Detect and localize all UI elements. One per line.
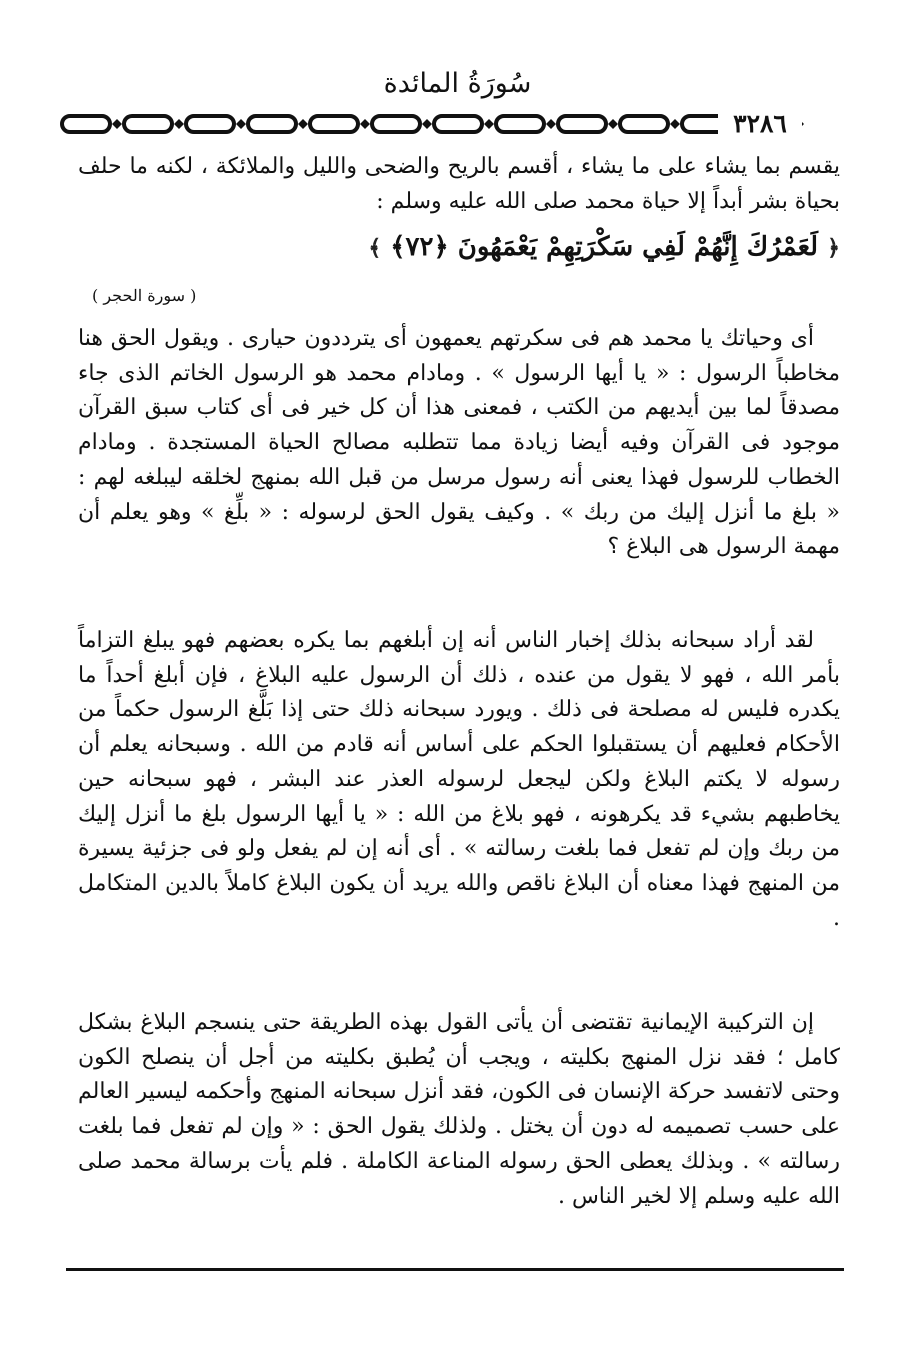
footer-rule (66, 1268, 844, 1271)
surah-title: سُورَةُ المائدة (383, 68, 532, 99)
chain-diamond (236, 119, 246, 129)
chain-link (124, 116, 172, 132)
paragraph-1: أى وحياتك يا محمد هم فى سكرتهم يعمهون أى يترددون حيارى . ويقول الحق هنا مخاطباً الرسول : « يا أيها الرسول » . ومادام محمد هو الرسول الخاتم الذى جاء مصدقاً لما بين أيديهم من الكتب ، فمعنى هذا أن كل خير فى أى كتاب سبق القرآن موجود فى القرآن وفيه أيضا زيادة مما تتطلبه مصالح الحياة المستجدة . ومادام الخطاب للرسول فهذا يعنى أنه رسول مرسل من قبل الله بمنهج لخلقه ليبلغه لهم : « بلغ ما أنزل إليك من ربك » . وكيف يقول الحق لرسوله : « بلِّغ » وهو يعلم أن مهمة الرسول هى البلاغ ؟ (78, 326, 841, 560)
chain-link (310, 116, 358, 132)
chain-diamond (174, 119, 184, 129)
chain-link (620, 116, 668, 132)
page-number: ٣٢٨٦ (718, 108, 802, 140)
paragraph-3: إن التركيبة الإيمانية تقتضى أن يأتى القول بهذه الطريقة حتى ينسجم البلاغ بشكل كامل ؛ فقد نزل المنهج بكليته ، ويجب أن يُطبق بكليته من أجل أن ينصلح الكون وحتى لاتفسد حركة الإنسان فى الكون، فقد أنزل سبحانه المنهج وأحكمه ليسير العالم على حسب تصميمه له دون أن يختل . ولذلك يقول الحق : « وإن لم تفعل فما بلغت رسالته » . وبذلك يعطى الحق رسوله المناعة الكاملة . فلم يأت برسالة محمد صلى الله عليه وسلم إلا لخير الناس . (78, 1010, 840, 1209)
chain-link (62, 116, 110, 132)
chain-diamond (484, 119, 494, 129)
paragraph-3-block (78, 1006, 840, 1214)
chain-link (558, 116, 606, 132)
chain-diamond (608, 119, 618, 129)
paragraph-1-block (78, 322, 840, 565)
intro-block (78, 150, 840, 219)
verse-reference: ( سورة الحجر ) (92, 286, 197, 305)
chain-link (186, 116, 234, 132)
chain-link (496, 116, 544, 132)
verse-text: لَعَمْرُكَ إِنَّهُمْ لَفِي سَكْرَتِهِمْ يَعْمَهُونَ ﴿٧٢﴾ (390, 232, 819, 262)
chain-link (372, 116, 420, 132)
chain-diamond (422, 119, 432, 129)
intro-paragraph: يقسم بما يشاء على ما يشاء ، أقسم بالريح والضحى والليل والملائكة ، لكنه ما حلف بحياة بشر أبداً إلا حياة محمد صلى الله عليه وسلم : (78, 154, 840, 214)
quran-verse (78, 232, 840, 262)
chain-link (248, 116, 296, 132)
chain-diamond (546, 119, 556, 129)
chain-diamond (112, 119, 122, 129)
chain-diamond (670, 119, 680, 129)
chain-link (434, 116, 482, 132)
paragraph-2: لقد أراد سبحانه بذلك إخبار الناس أنه إن أبلغهم بما يكره بعضهم فهو يبلغ التزاماً بأمر الله ، فهو لا يقول من عنده ، ذلك أن الرسول عليه البلاغ ، فإن أبلغ أحداً ما يكدره فليس له مصلحة فى ذلك . ويورد سبحانه ذلك حتى إذا بَلَّغ الرسول حكماً من الأحكام فعليهم أن يستقبلوا الحكم على أساس أنه قادم من الله . وسبحانه يعلم أن رسوله لا يكتم البلاغ ولكن ليجعل لرسوله العذر عند البشر ، فهو سبحانه حين يخاطبهم بشيء قد يكرهونه ، فهو بلاغ من الله : « يا أيها الرسول بلغ ما أنزل إليك من ربك وإن لم تفعل فما بلغت رسالته » . أى أنه إن لم يفعل ولو فى جزئية يسيرة من المنهج فهذا معناه أن البلاغ ناقص والله يريد أن يكون البلاغ كاملاً بالدين المتكامل . (78, 628, 840, 931)
chain-diamond (298, 119, 308, 129)
verse-close-ornament: ﴾ (368, 235, 382, 261)
paragraph-2-block (78, 624, 840, 936)
chain-diamond (360, 119, 370, 129)
verse-open-ornament: ﴿ (827, 235, 840, 261)
